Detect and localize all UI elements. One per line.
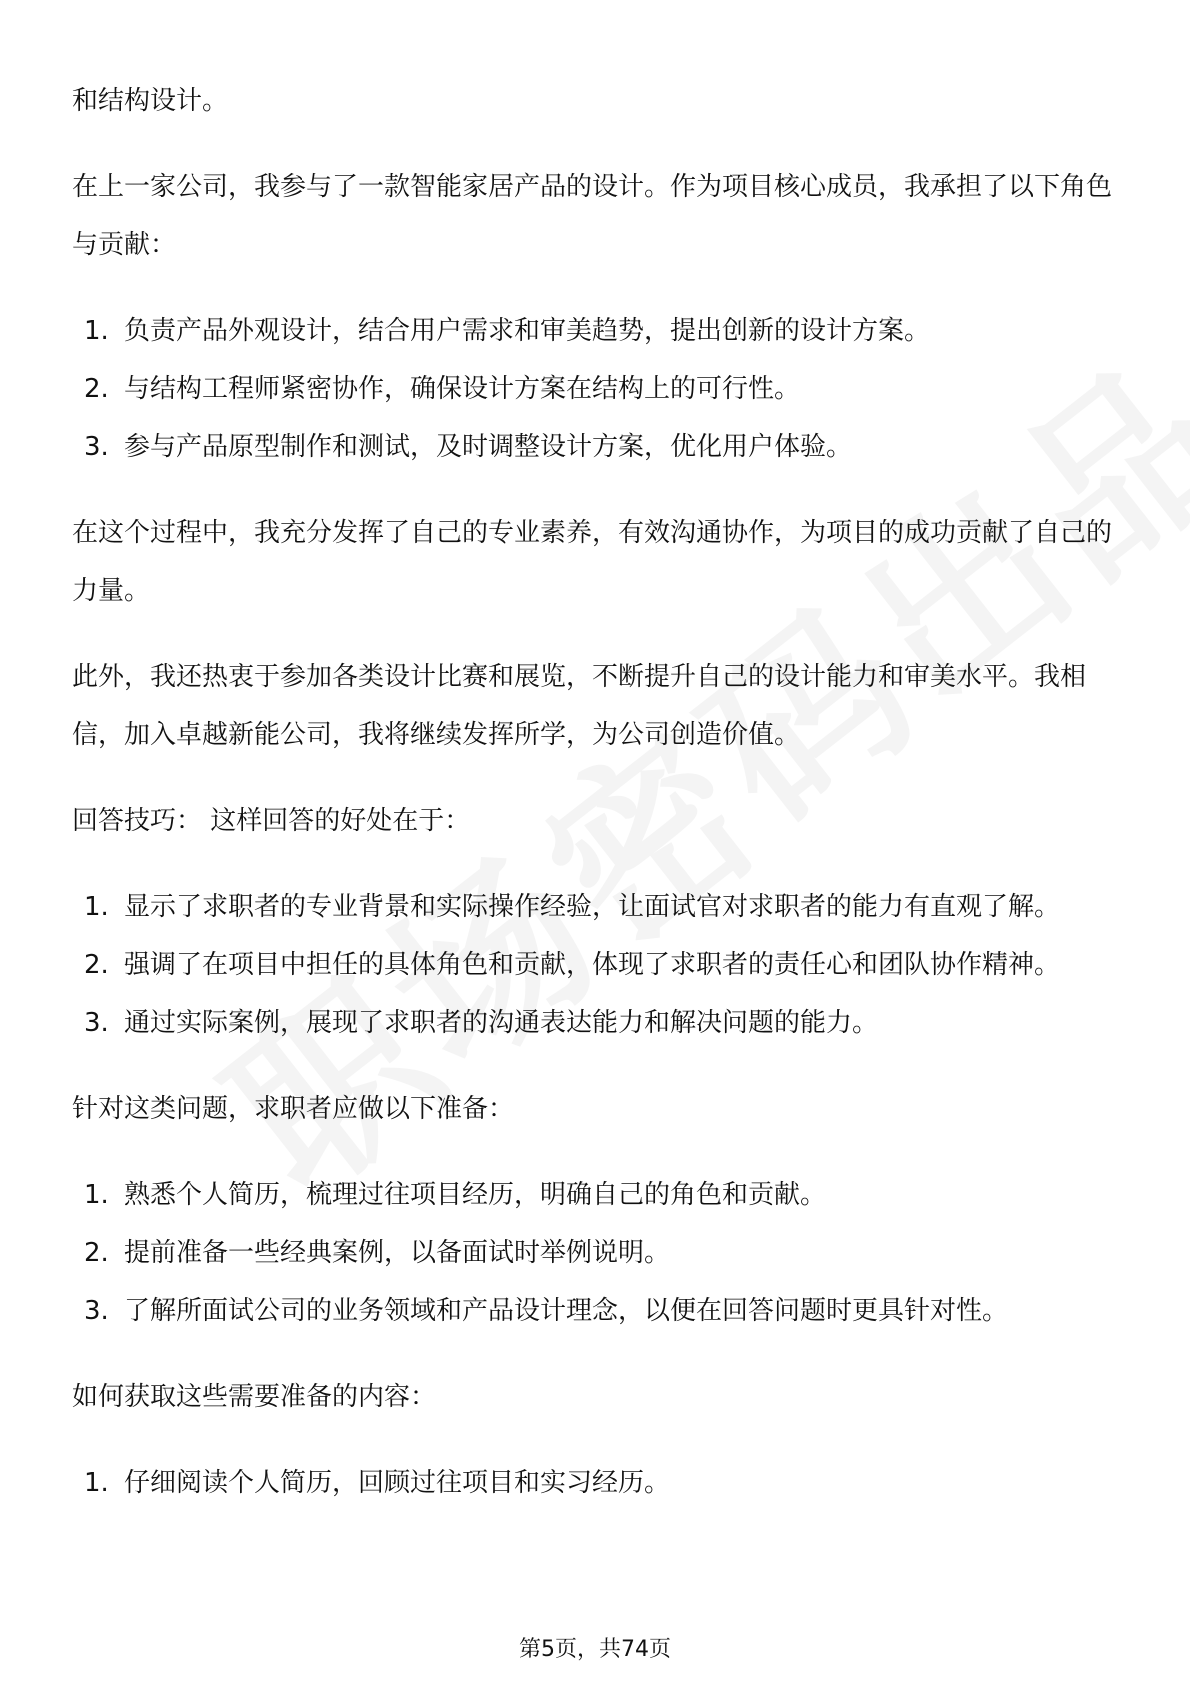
list-number: 3. [84,1296,109,1326]
list-number: 2. [84,374,109,404]
page-number: 第5页，共74页 [519,1637,671,1662]
document-body [72,72,1122,1512]
paragraph: 回答技巧： 这样回答的好处在于： [72,806,471,836]
list-item [72,936,1122,994]
list-item [72,878,1122,936]
list-number: 3. [84,432,109,462]
paragraph: 和结构设计。 [72,86,229,116]
list-number: 3. [84,1008,109,1038]
paragraph: 此外，我还热衷于参加各类设计比赛和展览，不断提升自己的设计能力和审美水平。我相信，加入卓越新能公司，我将继续发挥所学，为公司创造价值。 [72,662,1087,750]
list-item-text: 参与产品原型制作和测试，及时调整设计方案，优化用户体验。 [124,432,853,462]
numbered-list [72,878,1122,1052]
paragraph: 在上一家公司，我参与了一款智能家居产品的设计。作为项目核心成员，我承担了以下角色与贡献： [72,172,1113,260]
list-item [72,1282,1122,1340]
numbered-list [72,1454,1122,1512]
list-item [72,360,1122,418]
numbered-list [72,1166,1122,1340]
numbered-list [72,302,1122,476]
list-item-text: 仔细阅读个人简历，回顾过往项目和实习经历。 [124,1468,671,1498]
list-number: 2. [84,1238,109,1268]
list-item-text: 提前准备一些经典案例，以备面试时举例说明。 [124,1238,671,1268]
list-item [72,994,1122,1052]
list-number: 1. [84,1468,109,1498]
paragraph: 如何获取这些需要准备的内容： [72,1382,437,1412]
list-item-text: 通过实际案例，展现了求职者的沟通表达能力和解决问题的能力。 [124,1008,879,1038]
list-item [72,418,1122,476]
list-item-text: 负责产品外观设计，结合用户需求和审美趋势，提出创新的设计方案。 [124,316,931,346]
page-footer [0,1635,1190,1665]
list-item [72,1454,1122,1512]
list-item [72,1166,1122,1224]
list-item-text: 了解所面试公司的业务领域和产品设计理念，以便在回答问题时更具针对性。 [124,1296,1009,1326]
list-number: 2. [84,950,109,980]
paragraph: 针对这类问题，求职者应做以下准备： [72,1094,515,1124]
list-item-text: 强调了在项目中担任的具体角色和贡献，体现了求职者的责任心和团队协作精神。 [124,950,1061,980]
list-number: 1. [84,1180,109,1210]
list-item-text: 与结构工程师紧密协作，确保设计方案在结构上的可行性。 [124,374,801,404]
list-item-text: 熟悉个人简历，梳理过往项目经历，明确自己的角色和贡献。 [124,1180,827,1210]
list-item-text: 显示了求职者的专业背景和实际操作经验，让面试官对求职者的能力有直观了解。 [124,892,1061,922]
list-item [72,302,1122,360]
paragraph: 在这个过程中，我充分发挥了自己的专业素养，有效沟通协作，为项目的成功贡献了自己的力量。 [72,518,1113,606]
list-item [72,1224,1122,1282]
list-number: 1. [84,892,109,922]
list-number: 1. [84,316,109,346]
